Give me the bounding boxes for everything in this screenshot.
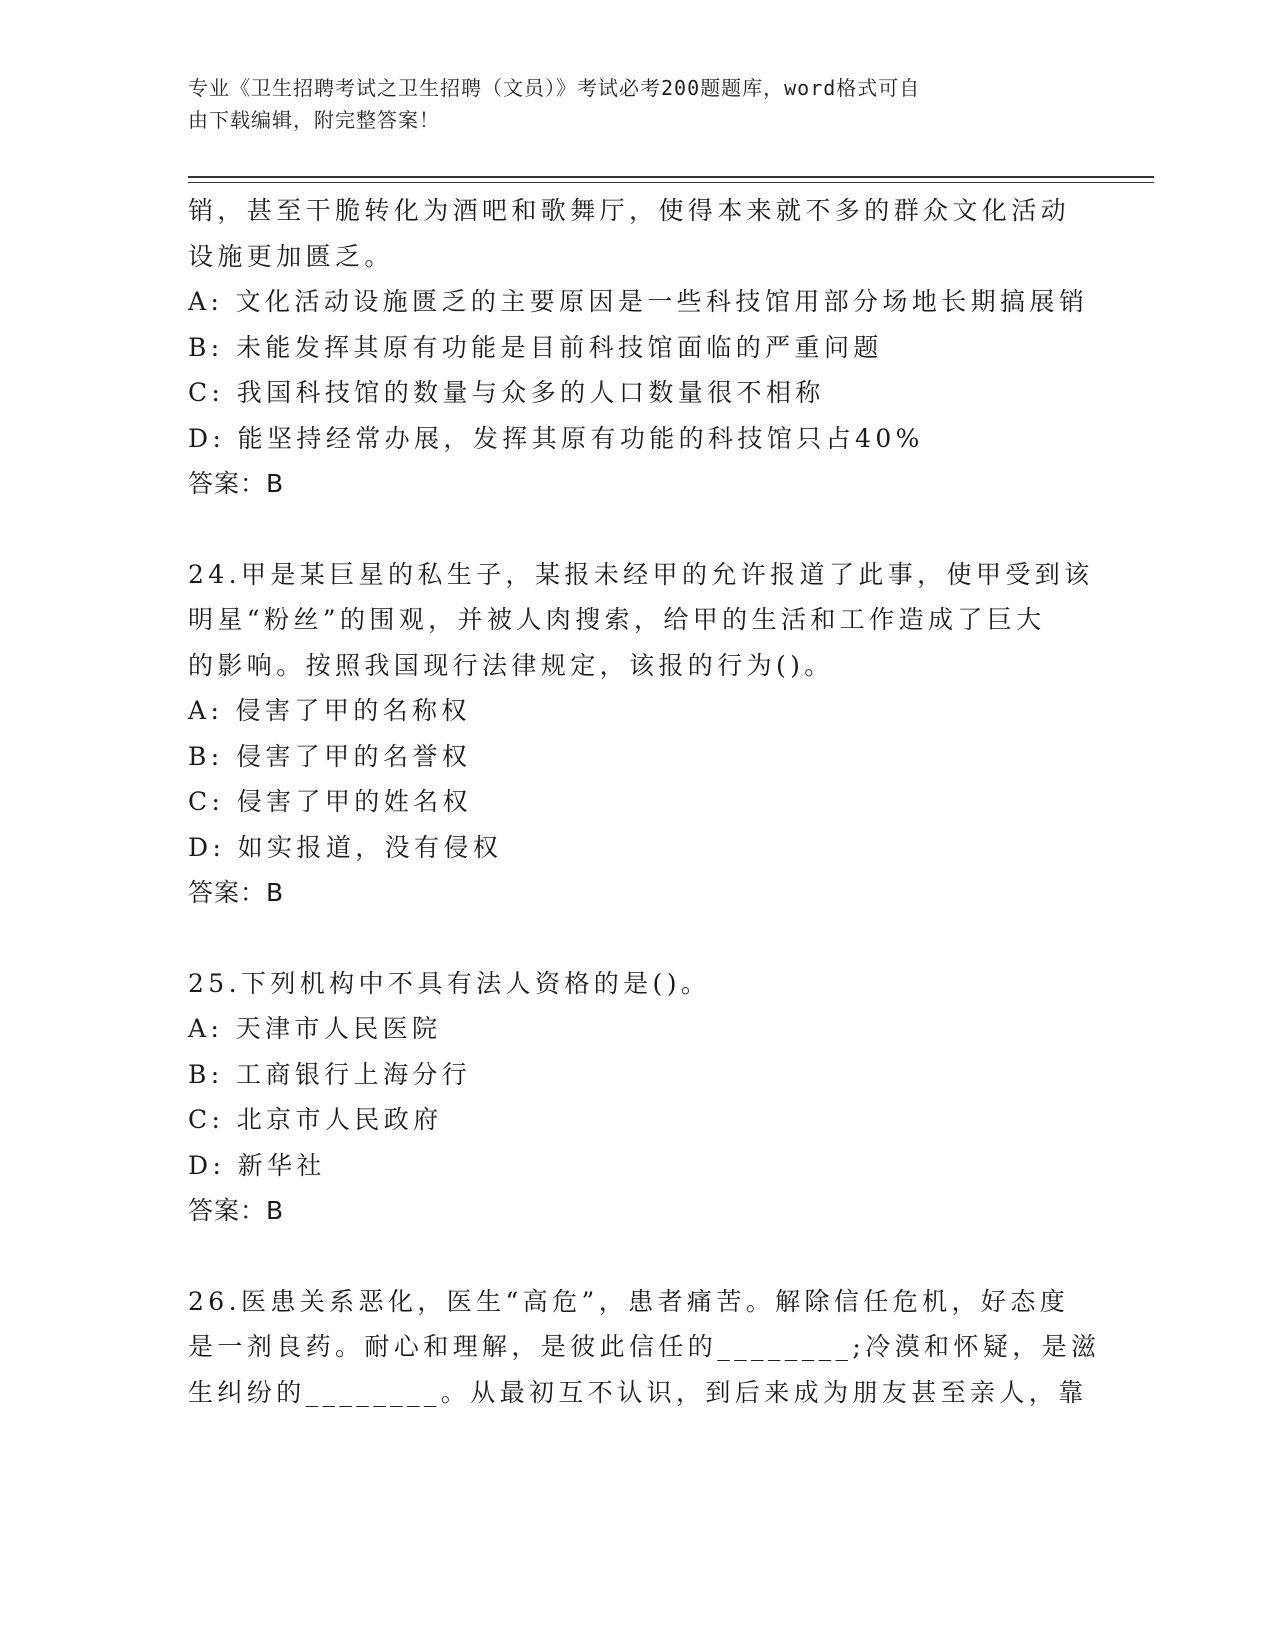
- answer-line: 答案：B: [188, 469, 285, 498]
- option-b: B: 工商银行上海分行: [188, 1059, 472, 1089]
- question-25: [188, 961, 1088, 1234]
- option-a: A: 天津市人民医院: [188, 1014, 442, 1043]
- option-c: C: 我国科技馆的数量与众多的人口数量很不相称: [188, 378, 825, 407]
- question-text-line: 销，甚至干脆转化为酒吧和歌舞厅，使得本来就不多的群众文化活动: [188, 196, 1071, 225]
- question-text-line: 设施更加匮乏。: [188, 241, 394, 271]
- header-line-1: 专业《卫生招聘考试之卫生招聘（文员）》考试必考200题题库，word格式可自: [188, 76, 921, 100]
- header-rule-thick: [188, 176, 1154, 178]
- option-a: A: 侵害了甲的名称权: [188, 696, 471, 725]
- question-24: [188, 552, 1094, 916]
- option-a: A: 文化活动设施匮乏的主要原因是一些科技馆用部分场地长期搞展销: [188, 287, 1089, 316]
- question-text-line: 是一剂良药。耐心和理解，是彼此信任的________;冷漠和怀疑，是滋: [188, 1332, 1101, 1361]
- spacer: [188, 1234, 1088, 1279]
- question-text-line: 明星“粉丝”的围观，并被人肉搜索，给甲的生活和工作造成了巨大: [188, 605, 1046, 634]
- option-b: B: 侵害了甲的名誉权: [188, 741, 472, 771]
- question-text-line: 24.甲是某巨星的私生子，某报未经甲的允许报道了此事，使甲受到该: [188, 559, 1094, 589]
- header-line-2: 由下载编辑，附完整答案！: [188, 108, 440, 132]
- header-rule-thin: [188, 182, 1154, 183]
- option-c: C: 侵害了甲的姓名权: [188, 787, 472, 816]
- option-c: C: 北京市人民政府: [188, 1105, 443, 1134]
- question-text-line: 26.医患关系恶化，医生“高危”，患者痛苦。解除信任危机，好态度: [188, 1286, 1070, 1316]
- question-continued: [188, 188, 1088, 507]
- question-text-line: 生纠纷的________。从最初互不认识，到后来成为朋友甚至亲人，靠: [188, 1377, 1088, 1407]
- question-26: [188, 1279, 1101, 1416]
- option-d: D: 如实报道，没有侵权: [188, 832, 503, 862]
- question-text-line: 25.下列机构中不具有法人资格的是()。: [188, 968, 711, 998]
- option-b: B: 未能发挥其原有功能是目前科技馆面临的严重问题: [188, 332, 883, 362]
- answer-line: 答案：B: [188, 1196, 285, 1225]
- answer-line: 答案：B: [188, 878, 285, 907]
- option-d: D: 能坚持经常办展，发挥其原有功能的科技馆只占40%: [188, 423, 924, 453]
- page-header: [188, 72, 1068, 136]
- document-body: [188, 188, 1101, 1415]
- question-text-line: 的影响。按照我国现行法律规定，该报的行为()。: [188, 650, 834, 680]
- option-d: D: 新华社: [188, 1150, 326, 1180]
- spacer: [188, 507, 1088, 552]
- spacer: [188, 916, 1088, 961]
